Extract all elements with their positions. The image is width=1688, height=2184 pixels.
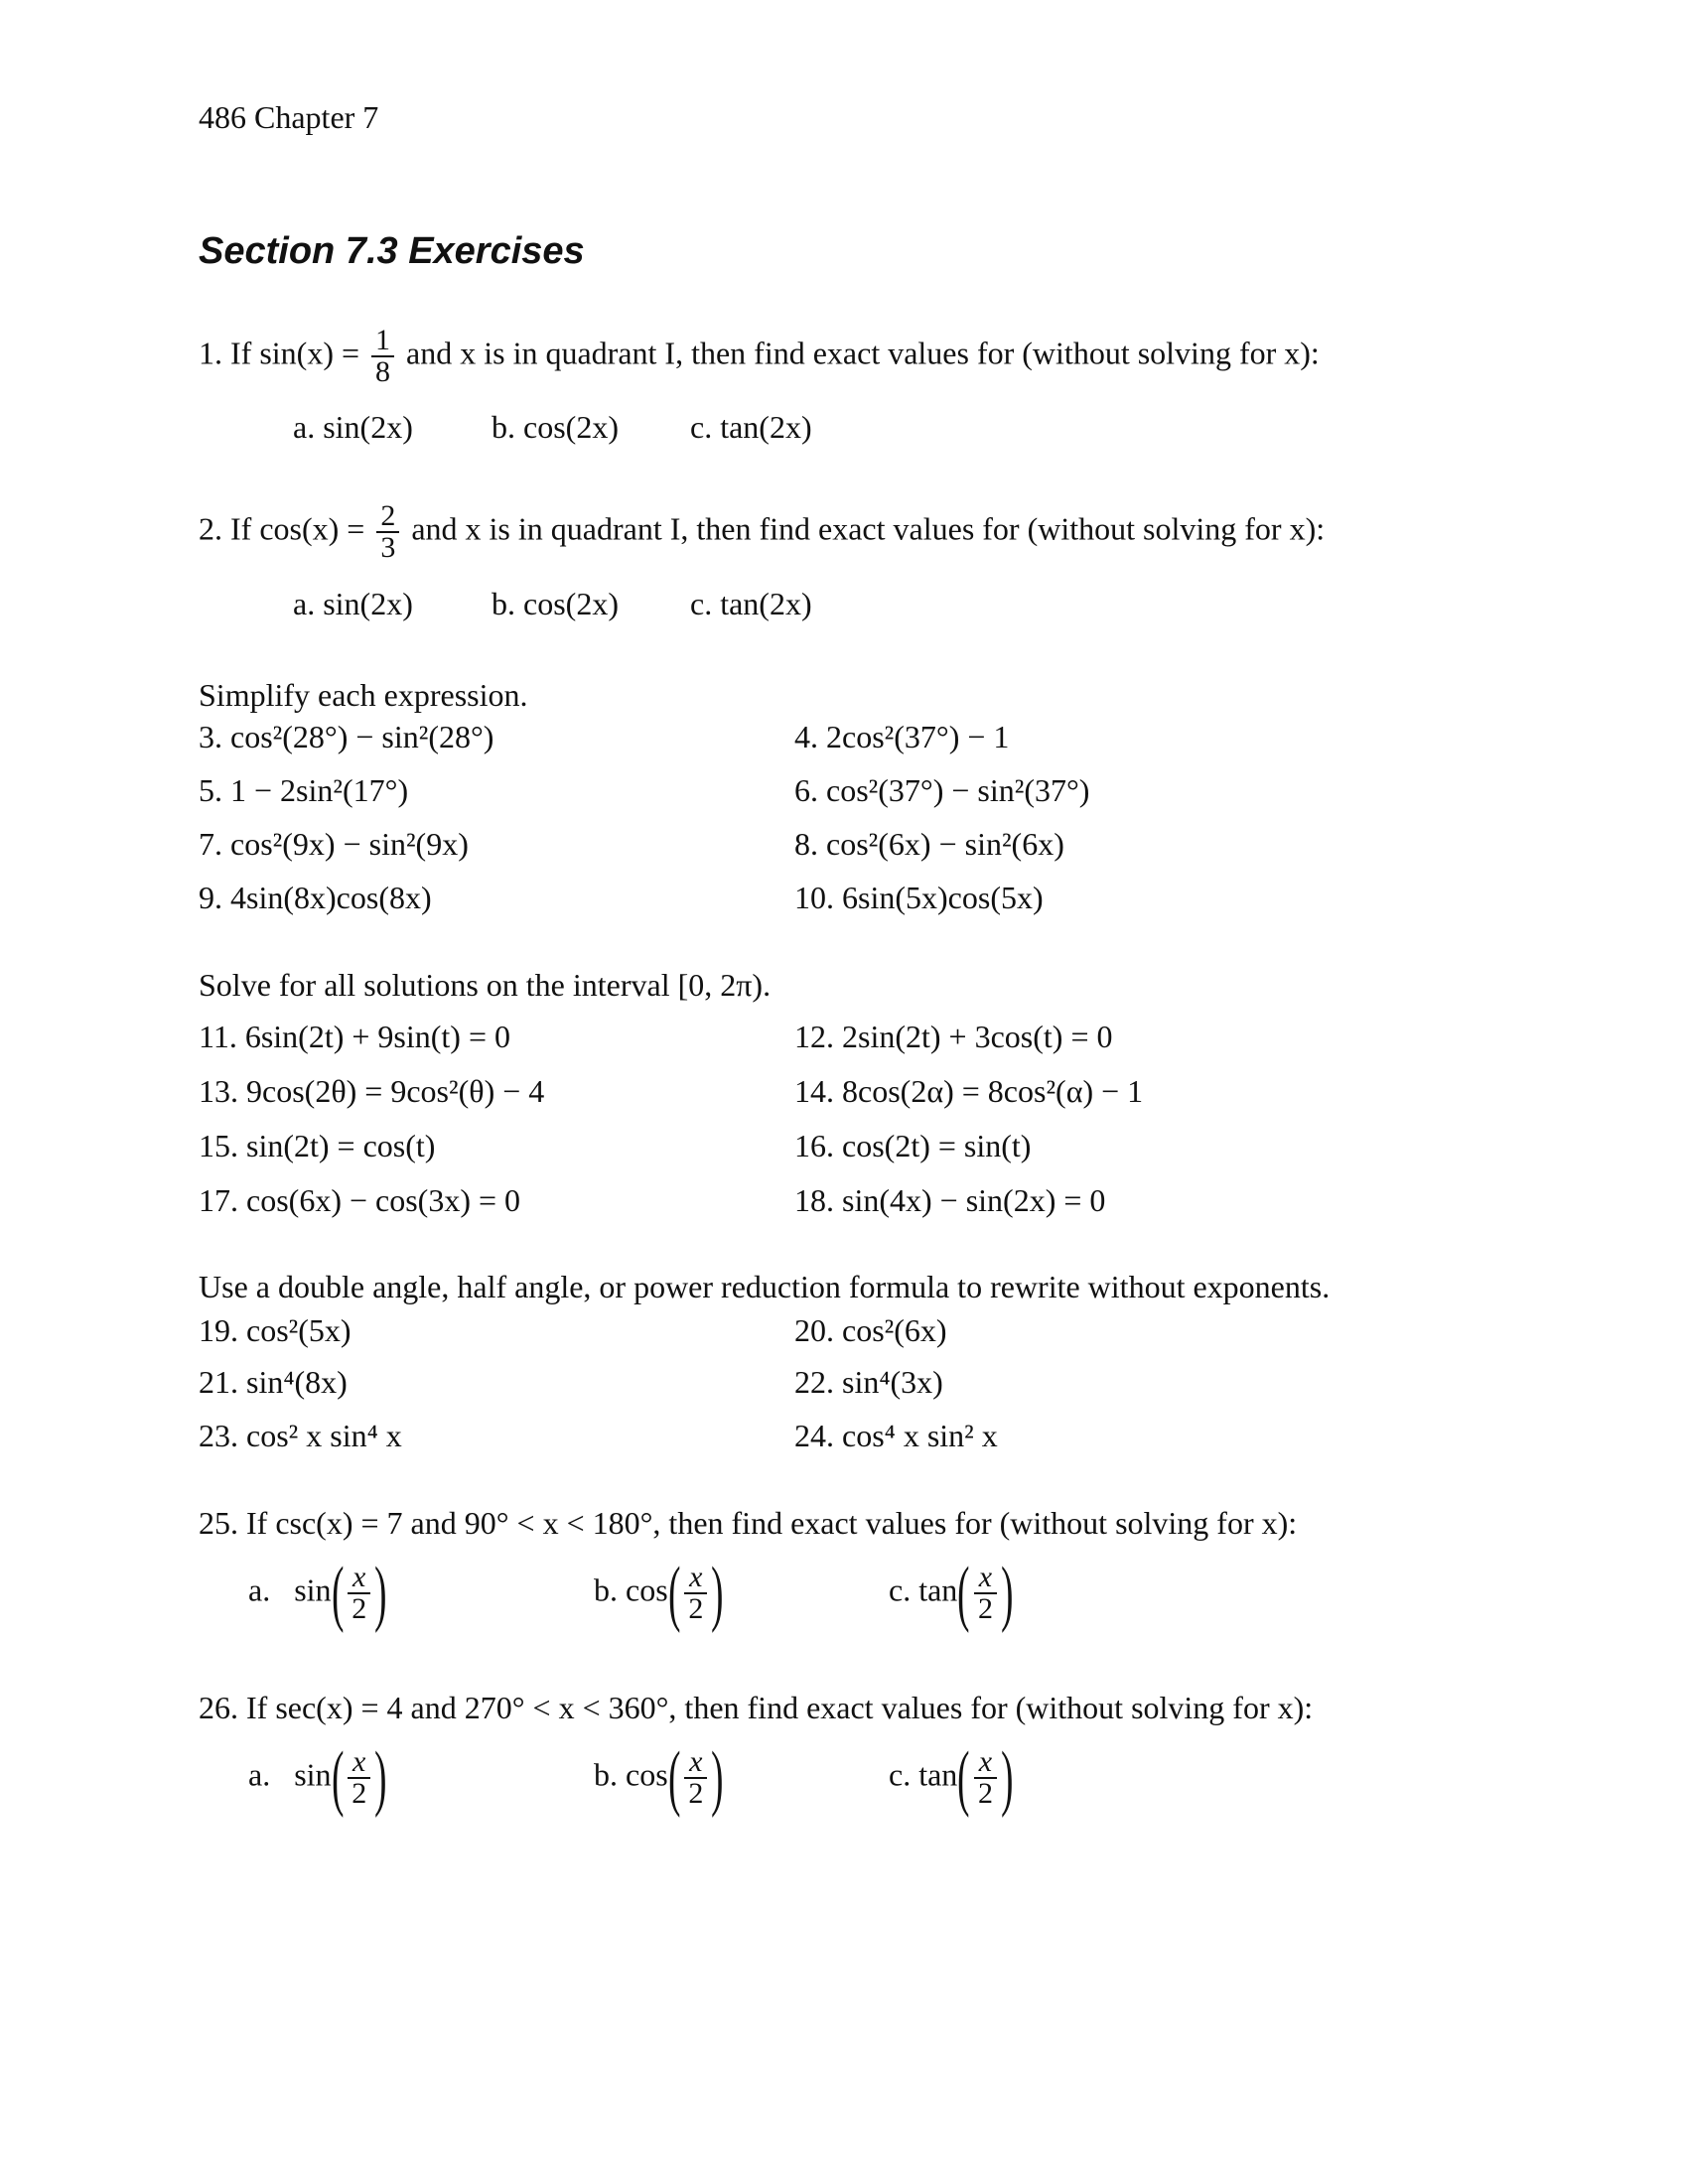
- right-paren: ): [711, 1553, 724, 1634]
- part-label: c.: [889, 1756, 912, 1793]
- left-paren: (: [667, 1737, 681, 1819]
- right-paren: ): [374, 1553, 387, 1634]
- exercise-2-part-b: b. cos(2x): [492, 586, 619, 621]
- exercise-26-part-c: [889, 1737, 1014, 1819]
- part-label: b.: [594, 1756, 618, 1793]
- fraction-numerator: x: [684, 1747, 707, 1779]
- trig-function: tan: [918, 1571, 958, 1608]
- textbook-page: [199, 0, 1489, 2184]
- half-angle-fraction: [684, 1747, 707, 1809]
- fraction-numerator: 2: [376, 501, 399, 533]
- exercise-26: 26. If sec(x) = 4 and 270° < x < 360°, then find exact values for (without solving for x):: [199, 1690, 1314, 1725]
- exercise-item: 13. 9cos(2θ) = 9cos²(θ) − 4: [199, 1073, 545, 1109]
- solve-instruction: Solve for all solutions on the interval [0, 2π).: [199, 967, 772, 1003]
- left-paren: (: [957, 1553, 970, 1634]
- exercise-item: 16. cos(2t) = sin(t): [794, 1128, 1032, 1163]
- exercise-1-number: 1.: [199, 335, 222, 371]
- exercise-item: 8. cos²(6x) − sin²(6x): [794, 826, 1064, 862]
- half-angle-fraction: [348, 1563, 370, 1624]
- exercise-item: 4. 2cos²(37°) − 1: [794, 719, 1010, 754]
- exercise-2-number: 2.: [199, 510, 222, 547]
- right-paren: ): [1001, 1553, 1014, 1634]
- exercise-2-part-a: a. sin(2x): [293, 586, 413, 621]
- page-header: [199, 99, 378, 136]
- exercise-25-part-a: [248, 1553, 387, 1634]
- exercise-1-part-c: c. tan(2x): [690, 409, 812, 445]
- trig-function: sin: [294, 1571, 332, 1608]
- exercise-item: 17. cos(6x) − cos(3x) = 0: [199, 1182, 521, 1218]
- fraction-numerator: x: [348, 1747, 370, 1779]
- simplify-instruction: Simplify each expression.: [199, 677, 528, 713]
- exercise-2-intro: If cos(x) =: [230, 510, 365, 547]
- exercise-2-part-c: c. tan(2x): [690, 586, 812, 621]
- exercise-item: 20. cos²(6x): [794, 1312, 947, 1348]
- right-paren: ): [1001, 1737, 1014, 1819]
- fraction-denominator: 2: [688, 1592, 704, 1625]
- exercise-2: [199, 501, 1325, 563]
- exercise-2-tail: and x is in quadrant I, then find exact values for (without solving for x):: [411, 510, 1326, 547]
- right-paren: ): [374, 1737, 387, 1819]
- exercise-25: 25. If csc(x) = 7 and 90° < x < 180°, then find exact values for (without solving for x):: [199, 1505, 1298, 1541]
- trig-function: cos: [626, 1571, 668, 1608]
- exercise-1-part-b: b. cos(2x): [492, 409, 619, 445]
- fraction-denominator: 2: [352, 1592, 367, 1625]
- exercise-item: 14. 8cos(2α) = 8cos²(α) − 1: [794, 1073, 1144, 1109]
- rewrite-instruction: Use a double angle, half angle, or power reduction formula to rewrite without exponents.: [199, 1269, 1331, 1304]
- fraction-numerator: 1: [371, 326, 394, 357]
- section-title: Section 7.3 Exercises: [199, 230, 585, 272]
- left-paren: (: [331, 1553, 345, 1634]
- fraction-numerator: x: [348, 1563, 370, 1594]
- half-angle-fraction: [684, 1563, 707, 1624]
- trig-function: tan: [918, 1756, 958, 1793]
- half-angle-fraction: [974, 1563, 997, 1624]
- exercise-item: 24. cos⁴ x sin² x: [794, 1418, 998, 1453]
- exercise-item: 3. cos²(28°) − sin²(28°): [199, 719, 494, 754]
- exercise-item: 15. sin(2t) = cos(t): [199, 1128, 436, 1163]
- left-paren: (: [957, 1737, 970, 1819]
- trig-function: cos: [626, 1756, 668, 1793]
- exercise-item: 18. sin(4x) − sin(2x) = 0: [794, 1182, 1106, 1218]
- exercise-item: 21. sin⁴(8x): [199, 1364, 348, 1400]
- exercise-item: 9. 4sin(8x)cos(8x): [199, 880, 432, 915]
- exercise-item: 19. cos²(5x): [199, 1312, 352, 1348]
- exercise-1-intro: If sin(x) =: [230, 335, 360, 371]
- trig-function: sin: [294, 1756, 332, 1793]
- exercise-1-part-a: a. sin(2x): [293, 409, 413, 445]
- exercise-26-part-a: [248, 1737, 387, 1819]
- exercise-item: 6. cos²(37°) − sin²(37°): [794, 772, 1090, 808]
- right-paren: ): [711, 1737, 724, 1819]
- exercise-1: [199, 326, 1320, 387]
- exercise-25-part-b: [594, 1553, 724, 1634]
- half-angle-fraction: [348, 1747, 370, 1809]
- fraction-numerator: x: [974, 1747, 997, 1779]
- fraction-denominator: 2: [688, 1777, 704, 1810]
- left-paren: (: [331, 1737, 345, 1819]
- part-label: a.: [248, 1756, 271, 1793]
- fraction-denominator: 8: [375, 355, 391, 388]
- part-label: a.: [248, 1571, 271, 1608]
- fraction-denominator: 2: [977, 1592, 993, 1625]
- exercise-1-tail: and x is in quadrant I, then find exact values for (without solving for x):: [406, 335, 1320, 371]
- fraction-numerator: x: [684, 1563, 707, 1594]
- part-label: b.: [594, 1571, 618, 1608]
- fraction-denominator: 3: [380, 531, 396, 564]
- exercise-item: 10. 6sin(5x)cos(5x): [794, 880, 1044, 915]
- exercise-26-part-b: [594, 1737, 724, 1819]
- exercise-item: 11. 6sin(2t) + 9sin(t) = 0: [199, 1019, 510, 1054]
- part-label: c.: [889, 1571, 912, 1608]
- page-number: 486: [199, 99, 246, 135]
- exercise-1-fraction: [371, 326, 394, 387]
- exercise-item: 5. 1 − 2sin²(17°): [199, 772, 409, 808]
- exercise-item: 7. cos²(9x) − sin²(9x): [199, 826, 469, 862]
- exercise-2-fraction: [376, 501, 399, 563]
- exercise-item: 12. 2sin(2t) + 3cos(t) = 0: [794, 1019, 1113, 1054]
- exercise-25-part-c: [889, 1553, 1014, 1634]
- half-angle-fraction: [974, 1747, 997, 1809]
- exercise-item: 22. sin⁴(3x): [794, 1364, 943, 1400]
- fraction-numerator: x: [974, 1563, 997, 1594]
- left-paren: (: [667, 1553, 681, 1634]
- exercise-item: 23. cos² x sin⁴ x: [199, 1418, 402, 1453]
- fraction-denominator: 2: [977, 1777, 993, 1810]
- fraction-denominator: 2: [352, 1777, 367, 1810]
- chapter-label: Chapter 7: [254, 99, 379, 135]
